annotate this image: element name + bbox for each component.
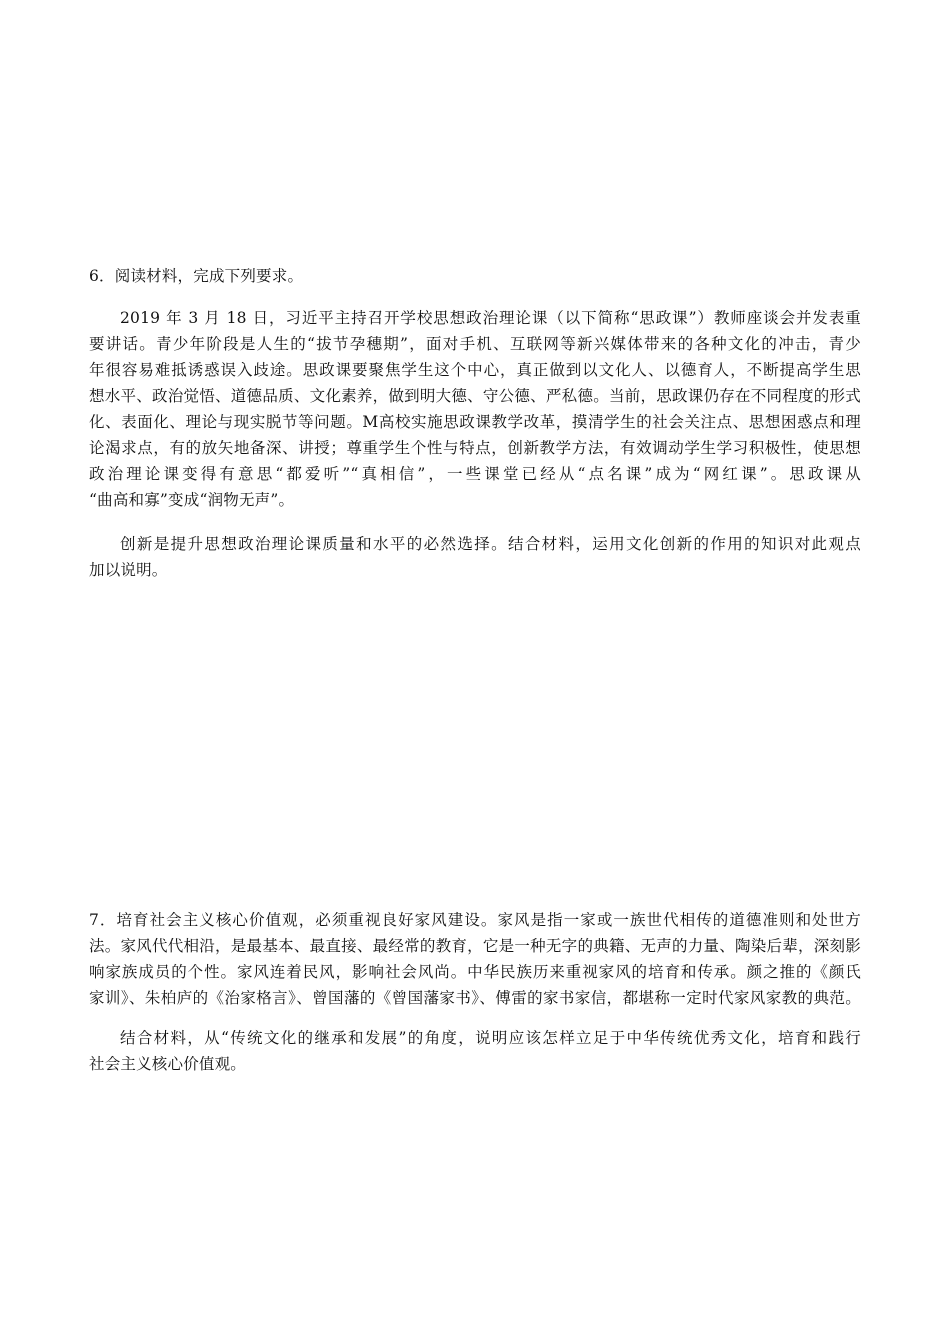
- prompt-line: 加以说明。: [89, 561, 168, 579]
- question-6-title: 6．阅读材料，完成下列要求。: [89, 267, 304, 285]
- material-line: 法。家风代代相沿，是最基本、最直接、最经常的教育，它是一种无字的典籍、无声的力量、陶染后辈，深刻影: [89, 937, 861, 955]
- material-line: “曲高和寡”变成“润物无声”。: [89, 491, 295, 509]
- material-line: 年很容易难抵诱惑误入歧途。思政课要聚焦学生这个中心，真正做到以文化人、以德育人，不断提高学生思: [89, 361, 861, 379]
- material-line: 论渴求点，有的放矢地备深、讲授；尊重学生个性与特点，创新教学方法，有效调动学生学习积极性，使思想: [89, 439, 861, 457]
- material-line: 要讲话。青少年阶段是人生的“拔节孕穗期”，面对手机、互联网等新兴媒体带来的各种文化的冲击，青少: [89, 335, 861, 353]
- prompt-line: 社会主义核心价值观。: [89, 1055, 247, 1073]
- question-6-prompt: [89, 531, 861, 583]
- question-7-material: [89, 907, 861, 1011]
- question-7-prompt: [89, 1025, 861, 1077]
- prompt-line: 创新是提升思想政治理论课质量和水平的必然选择。结合材料，运用文化创新的作用的知识对此观点: [120, 535, 861, 553]
- material-line: 2019 年 3 月 18 日，习近平主持召开学校思想政治理论课（以下简称“思政课”）教师座谈会并发表重: [120, 309, 861, 327]
- question-6: [89, 263, 861, 583]
- material-line: 响家族成员的个性。家风连着民风，影响社会风尚。中华民族历来重视家风的培育和传承。颜之推的《颜氏: [89, 963, 861, 981]
- question-6-material: [89, 305, 861, 513]
- question-7: [89, 907, 861, 1077]
- prompt-line: 结合材料，从“传统文化的继承和发展”的角度，说明应该怎样立足于中华传统优秀文化，培育和践行: [120, 1029, 861, 1047]
- material-line: 家训》、朱柏庐的《治家格言》、曾国藩的《曾国藩家书》、傅雷的家书家信，都堪称一定时代家风家教的典范。: [89, 989, 861, 1007]
- material-line: 政治理论课变得有意思“都爱听”“真相信”，一些课堂已经从“点名课”成为“网红课”。思政课从: [89, 465, 861, 483]
- material-line: 想水平、政治觉悟、道德品质、文化素养，做到明大德、守公德、严私德。当前，思政课仍存在不同程度的形式: [89, 387, 861, 405]
- material-line: 7．培育社会主义核心价值观，必须重视良好家风建设。家风是指一家或一族世代相传的道德准则和处世方: [89, 911, 861, 929]
- material-line: 化、表面化、理论与现实脱节等问题。M高校实施思政课教学改革，摸清学生的社会关注点、思想困惑点和理: [89, 413, 861, 431]
